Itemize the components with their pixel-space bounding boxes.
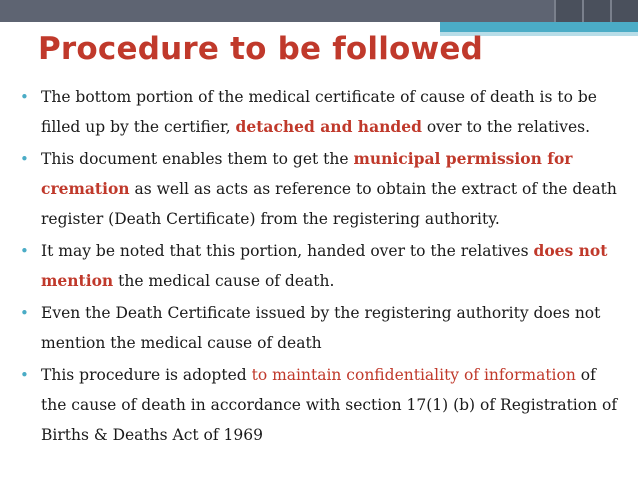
header-block bbox=[610, 0, 638, 22]
bullet-dot-icon: • bbox=[20, 366, 29, 384]
bullet-item: • Even the Death Certificate issued by the registering authority does not mention the medical cause of death bbox=[20, 298, 620, 358]
slide-title: Procedure to be followed bbox=[38, 31, 483, 67]
highlight-text: detached and handed bbox=[235, 117, 422, 136]
header-bar bbox=[0, 0, 638, 22]
header-block bbox=[582, 0, 610, 22]
highlight-text: to maintain confidentiality of information bbox=[251, 366, 576, 384]
bullet-item: • This document enables them to get the municipal permission for cremation as well as acts as reference to obtain the extract of the death register (Death Certificate) from the registering authority. bbox=[20, 144, 620, 234]
bullet-item: • The bottom portion of the medical certificate of cause of death is to be filled up by the certifier, detached and handed over to the relatives. bbox=[20, 82, 620, 142]
bullet-item: • This procedure is adopted to maintain confidentiality of information of the cause of death in accordance with section 17(1) (b) of Registration of Births & Deaths Act of 1969 bbox=[20, 360, 620, 450]
bullet-dot-icon: • bbox=[20, 304, 29, 322]
bullet-list bbox=[20, 82, 620, 452]
bullet-dot-icon: • bbox=[20, 88, 29, 106]
highlight-text: does not mention bbox=[41, 241, 608, 290]
highlight-text: municipal permission for cremation bbox=[41, 149, 573, 198]
header-decoration bbox=[554, 0, 638, 22]
bullet-item: • It may be noted that this portion, handed over to the relatives does not mention the medical cause of death. bbox=[20, 236, 620, 296]
bullet-dot-icon: • bbox=[20, 242, 29, 260]
bullet-dot-icon: • bbox=[20, 150, 29, 168]
header-block bbox=[554, 0, 582, 22]
